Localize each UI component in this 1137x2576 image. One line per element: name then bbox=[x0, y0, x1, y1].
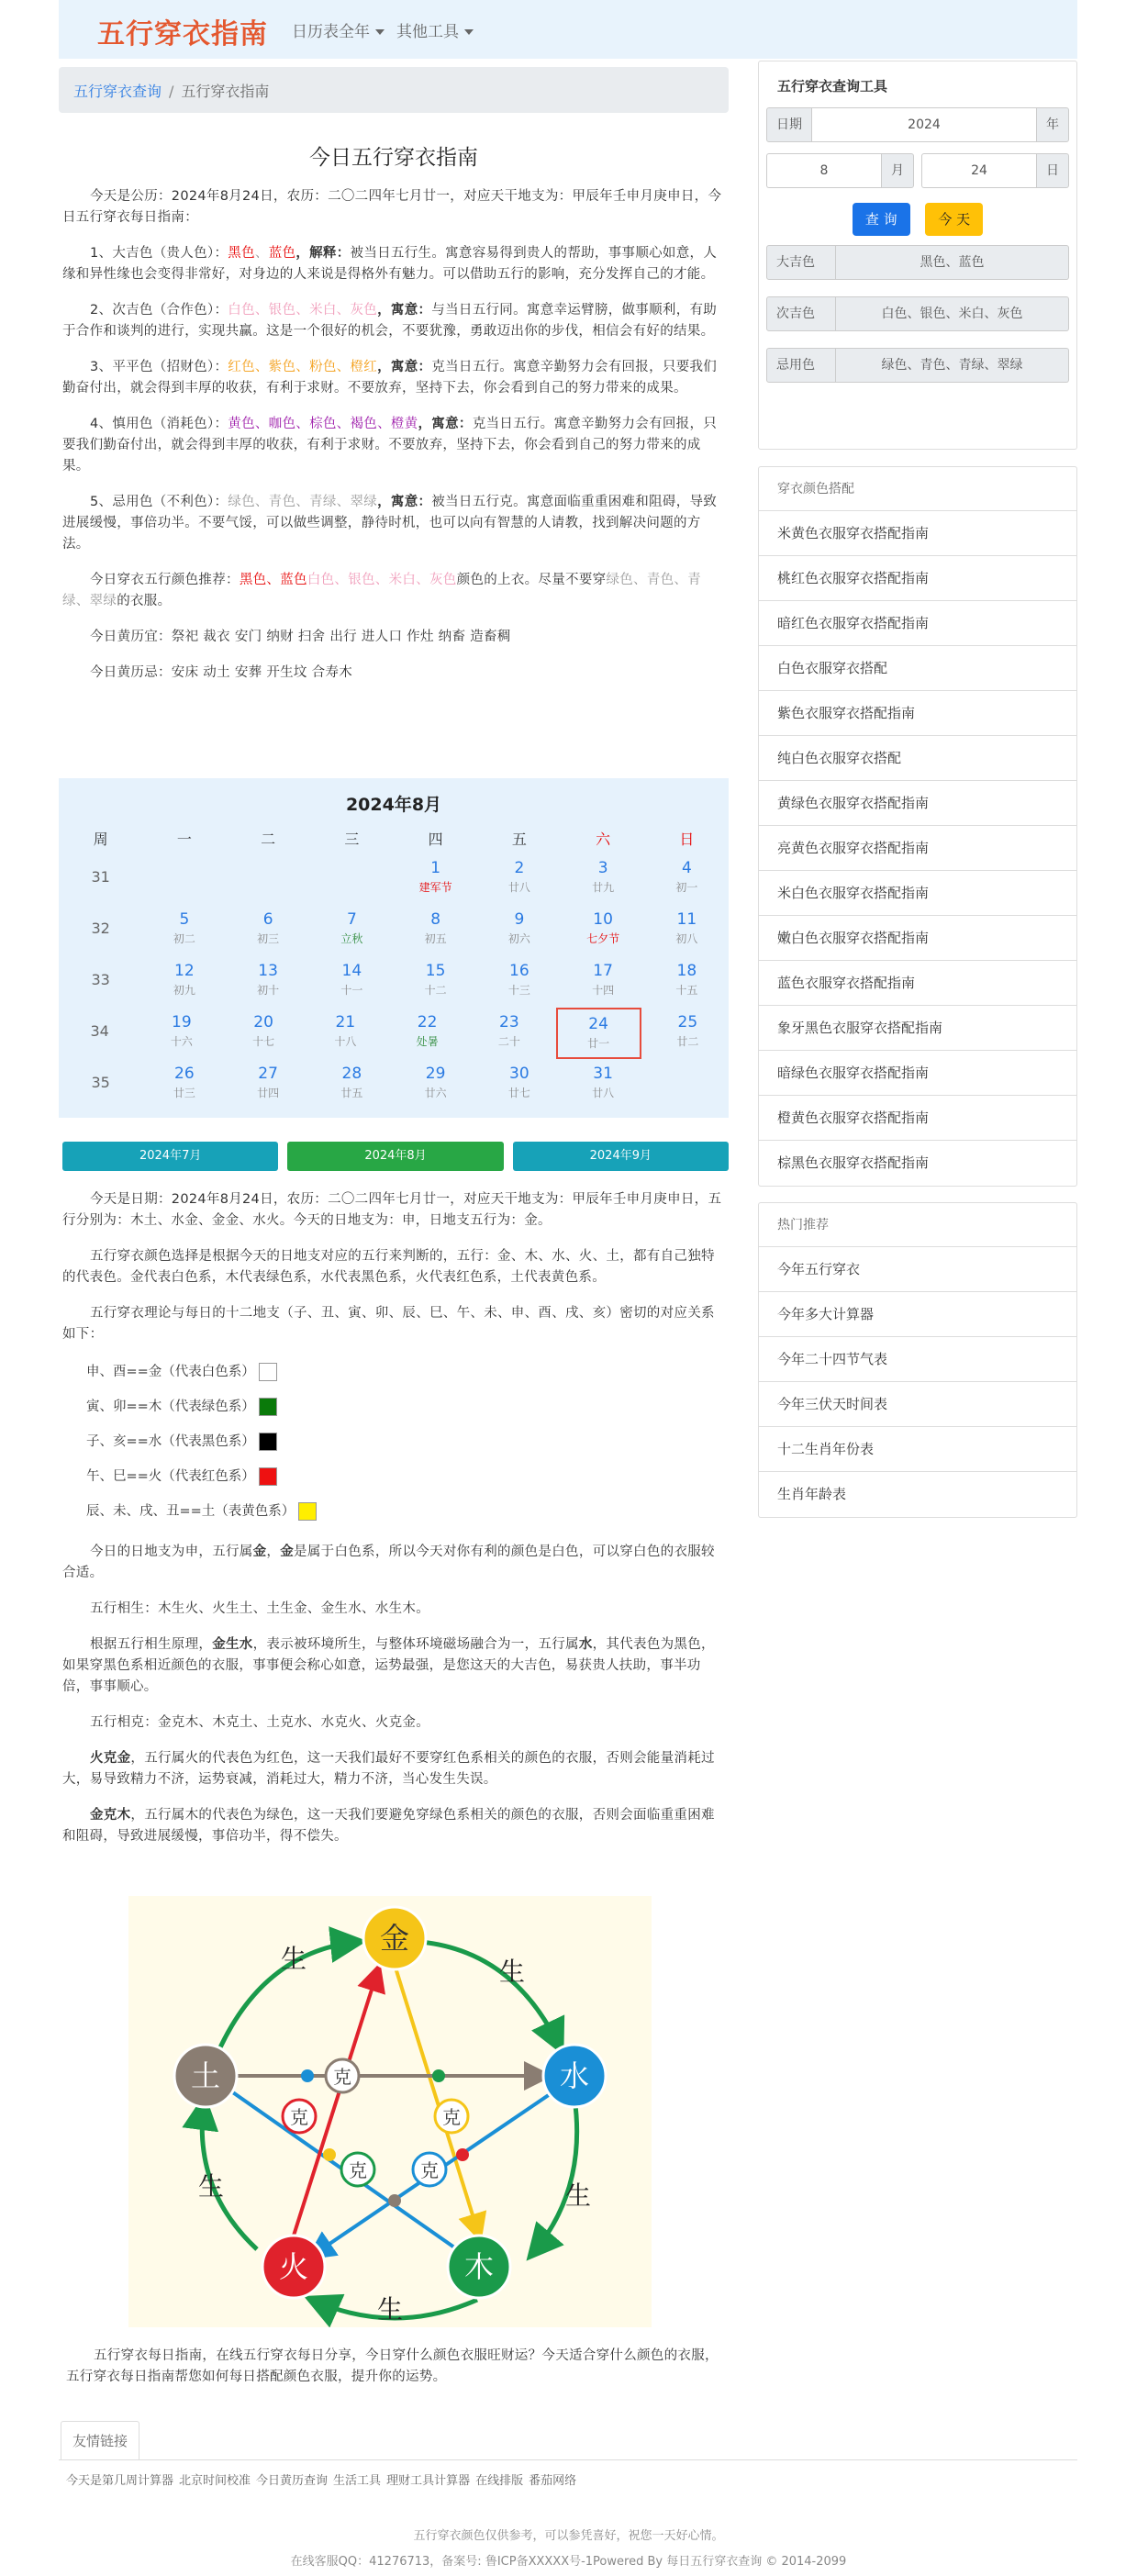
lunar-date: 廿九 bbox=[592, 881, 615, 894]
color-item-3 bbox=[62, 357, 725, 399]
day-number: 3 bbox=[597, 859, 608, 877]
tool-buttons bbox=[759, 199, 1076, 245]
calendar-week-row bbox=[59, 853, 729, 905]
p9-bold: 金克木 bbox=[90, 1808, 131, 1823]
lunar-date: 十二 bbox=[424, 984, 447, 997]
calendar-empty-cell bbox=[227, 853, 310, 905]
calendar-day-24[interactable] bbox=[556, 1008, 641, 1059]
color-list-link[interactable]: 纯白色衣服穿衣搭配 bbox=[759, 736, 1076, 781]
calendar-day-2[interactable] bbox=[477, 853, 561, 905]
calendar-week-row bbox=[59, 905, 729, 956]
detail-p5: 五行相生：木生火、火生土、土生金、金生水、水生木。 bbox=[90, 1601, 429, 1616]
calendar-grid bbox=[59, 826, 729, 1110]
ke-badge-5-label: 克 bbox=[420, 2159, 439, 2181]
five-elements-diagram bbox=[128, 1896, 652, 2327]
recommend-bad: 绿色、青色、青绿、翠绿 bbox=[62, 573, 702, 608]
ke-badge-1-label: 克 bbox=[333, 2066, 351, 2088]
color-list-link[interactable]: 黄绿色衣服穿衣搭配指南 bbox=[759, 781, 1076, 826]
hot-list-link[interactable]: 今年二十四节气表 bbox=[759, 1337, 1076, 1382]
calendar-day-6[interactable] bbox=[227, 905, 310, 956]
article-intro: 今天是公历：2024年8月24日，农历：二〇二四年七月廿一，对应天干地支为：甲辰年壬申月庚申日，今日五行穿衣每日指南： bbox=[62, 189, 722, 225]
color-swatch bbox=[259, 1467, 277, 1486]
result-label: 忌用色 bbox=[766, 348, 836, 383]
color-list-link[interactable]: 紫色衣服穿衣搭配指南 bbox=[759, 691, 1076, 736]
item-colors: 黄色、咖色、棕色、褐色、橙黄 bbox=[228, 417, 418, 431]
lunar-date: 初三 bbox=[257, 932, 280, 945]
weekday-label: 周 bbox=[93, 831, 108, 848]
result-label: 大吉色 bbox=[766, 245, 836, 280]
almanac-yi: 今日黄历宜：祭祀 裁衣 安门 纳财 扫舍 出行 进人口 作灶 纳畜 造畜稠 bbox=[90, 630, 511, 644]
calendar-week-row bbox=[59, 1008, 729, 1059]
ke-badge-3-label: 克 bbox=[442, 2106, 461, 2128]
detail-p1: 今天是日期：2024年8月24日，农历：二〇二四年七月廿一，对应天干地支为：甲辰年壬申月庚申日，五行分别为：木土、水金、金金、水火。今天的日地支为：申，日地支五行为：金。 bbox=[62, 1192, 722, 1228]
detail-p2: 五行穿衣颜色选择是根据今天的日地支对应的五行来判断的，五行：金、木、水、火、土，都有自己独特的代表色。金代表白色系，木代表绿色系，水代表黑色系，火代表红色系，土代表黄色系。 bbox=[62, 1249, 715, 1285]
recommend-end: 的衣服。 bbox=[117, 594, 172, 608]
item-prefix: 1、大吉色（贵人色）： bbox=[90, 246, 229, 261]
calendar-day-3[interactable] bbox=[562, 853, 645, 905]
footer-copyright: 在线客服QQ：41276713，备案号: 鲁ICP备XXXXX号-1Powered By 每日五行穿衣查询 © 2014-2099 bbox=[290, 2555, 847, 2569]
lunar-date: 廿四 bbox=[257, 1087, 280, 1099]
color-item-1 bbox=[62, 243, 725, 285]
calendar-day-18[interactable] bbox=[645, 956, 729, 1008]
item-note-label: ，解释： bbox=[295, 246, 351, 261]
item-note: 与当日五行同。寓意幸运臂膀，做事顺利，有助于合作和谈判的进行，实现共赢。这是一个很好的机会，不要犹豫，勇敢迈出你的步伐，相信会有好的结果。 bbox=[62, 303, 718, 339]
site-logo[interactable]: 五行穿衣指南 bbox=[97, 18, 268, 50]
hot-list-link[interactable]: 今年五行穿衣 bbox=[759, 1247, 1076, 1292]
friend-link[interactable]: 理财工具计算器 bbox=[386, 2474, 471, 2488]
day-number: 22 bbox=[417, 1013, 438, 1032]
calendar-week-row bbox=[59, 956, 729, 1008]
lunar-date: 廿五 bbox=[340, 1087, 363, 1099]
calendar-day-11[interactable] bbox=[645, 905, 729, 956]
detail-p6 bbox=[62, 1634, 725, 1698]
article-detail bbox=[59, 1189, 729, 1862]
lunar-date: 十七 bbox=[252, 1035, 275, 1048]
p6-text-c: ，其代表色为黑色，如果穿黑色系相近颜色的衣服，事事便会称心如意，运势最强，是您这天的大吉色，易获贵人扶助，事半功倍，事事顺心。 bbox=[62, 1637, 715, 1694]
color-swatch bbox=[259, 1363, 277, 1381]
calendar-day-13[interactable] bbox=[227, 956, 310, 1008]
day-number: 25 bbox=[677, 1013, 698, 1032]
hot-list-link[interactable]: 生肖年龄表 bbox=[777, 1486, 847, 1502]
item-note-label: ，寓意： bbox=[377, 303, 432, 318]
p9-text: ，五行属木的代表色为绿色，这一天我们要避免穿绿色系相关的颜色的衣服，否则会面临重重困难和阻碍，导致进展缓慢，事倍功半，得不偿失。 bbox=[62, 1808, 715, 1844]
color-list-link[interactable]: 米黄色衣服穿衣搭配指南 bbox=[759, 511, 1076, 556]
sheng-label-4: 生 bbox=[376, 2294, 404, 2325]
lunar-date: 廿六 bbox=[424, 1087, 447, 1099]
sheng-arrow-jin-shui bbox=[420, 1942, 560, 2047]
item-colors: 、 bbox=[254, 246, 269, 261]
calendar-title: 2024年8月 bbox=[345, 795, 442, 815]
weekday-label: 三 bbox=[344, 831, 360, 848]
node-dot bbox=[432, 2069, 445, 2082]
recommend-good: 黑色、蓝色 bbox=[239, 573, 307, 587]
calendar-empty-cell bbox=[142, 853, 226, 905]
lunar-date: 十八 bbox=[334, 1035, 357, 1048]
color-list-link[interactable]: 嫩白色衣服穿衣搭配指南 bbox=[759, 916, 1076, 961]
lunar-date: 廿一 bbox=[587, 1037, 610, 1050]
result-value: 绿色、青色、青绿、翠绿 bbox=[836, 348, 1069, 383]
calendar-day-4[interactable] bbox=[645, 853, 729, 905]
item-note: 克当日五行。寓意辛勤努力会有回报，只要我们勤奋付出，就会得到丰厚的收获，有利于求财。不要放弃，坚持下去，你会看到自己的努力带来的成果。 bbox=[62, 417, 718, 474]
friend-links-tab[interactable]: 友情链接 bbox=[61, 2421, 139, 2459]
day-number: 31 bbox=[593, 1065, 613, 1083]
lunar-date: 立秋 bbox=[340, 932, 363, 945]
nav-tools-label: 其他工具 bbox=[396, 23, 459, 41]
almanac-ji: 今日黄历忌：安床 动土 安葬 开生坟 合寿木 bbox=[90, 665, 353, 680]
day-number: 26 bbox=[174, 1065, 195, 1083]
recommend-paragraph bbox=[62, 570, 725, 612]
week-number: 31 bbox=[91, 868, 110, 886]
weekday-label: 二 bbox=[261, 831, 276, 848]
tool-title: 五行穿衣查询工具 bbox=[777, 78, 888, 95]
weekday-label: 六 bbox=[596, 831, 611, 848]
lunar-date: 十一 bbox=[340, 984, 363, 997]
p8-bold: 火克金 bbox=[90, 1751, 131, 1766]
p4-text-b: ， bbox=[266, 1544, 281, 1559]
calendar-empty-cell bbox=[310, 853, 394, 905]
recommend-prefix: 今日穿衣五行颜色推荐： bbox=[90, 573, 240, 587]
lunar-date: 十六 bbox=[170, 1035, 193, 1048]
color-list-link[interactable]: 白色衣服穿衣搭配 bbox=[759, 646, 1076, 691]
lunar-date: 初六 bbox=[507, 932, 530, 945]
element-color-row bbox=[86, 1430, 729, 1454]
element-color-row bbox=[86, 1465, 729, 1489]
calendar-day-31[interactable] bbox=[562, 1059, 645, 1110]
lunar-date: 廿三 bbox=[173, 1087, 195, 1099]
lunar-date: 七夕节 bbox=[586, 932, 620, 945]
ke-badge-4-label: 克 bbox=[349, 2159, 367, 2181]
current-month-button[interactable]: 2024年8月 bbox=[287, 1142, 503, 1171]
p6-text-a: 根据五行相生原理， bbox=[90, 1637, 213, 1652]
day-number: 18 bbox=[676, 962, 697, 980]
weekday-label: 一 bbox=[176, 831, 192, 848]
week-number: 32 bbox=[91, 920, 110, 937]
element-color-row bbox=[86, 1360, 729, 1384]
day-number: 20 bbox=[253, 1013, 273, 1032]
calendar-day-25[interactable] bbox=[647, 1008, 729, 1059]
sheng-label-1: 生 bbox=[280, 1944, 307, 1974]
month-input[interactable]: 8 bbox=[766, 153, 881, 188]
lunar-date: 廿八 bbox=[592, 1087, 615, 1099]
calendar-day-17[interactable] bbox=[562, 956, 645, 1008]
node-dot bbox=[323, 2148, 336, 2161]
item-prefix: 2、次吉色（合作色）： bbox=[90, 303, 229, 318]
color-list-link[interactable]: 亮黄色衣服穿衣搭配指南 bbox=[759, 826, 1076, 871]
calendar-day-12[interactable] bbox=[142, 956, 226, 1008]
element-label-tu: 土 bbox=[190, 2058, 221, 2093]
month-day-row bbox=[766, 153, 1069, 188]
day-number: 15 bbox=[425, 962, 446, 980]
chevron-down-icon bbox=[375, 29, 385, 35]
color-swatch bbox=[259, 1433, 277, 1451]
day-number: 17 bbox=[593, 962, 613, 980]
detail-p8 bbox=[62, 1748, 725, 1790]
day-number: 12 bbox=[174, 962, 195, 980]
detail-p4 bbox=[62, 1542, 725, 1584]
calendar-empty-cell bbox=[645, 1059, 729, 1110]
sheng-label-3: 生 bbox=[564, 2180, 592, 2211]
lunar-date: 处暑 bbox=[416, 1035, 439, 1048]
friend-divider bbox=[59, 2459, 1077, 2460]
lunar-date: 初八 bbox=[675, 932, 698, 945]
nav-tools-dropdown[interactable] bbox=[396, 18, 474, 41]
lunar-date: 廿八 bbox=[507, 881, 530, 894]
p8-text: ，五行属火的代表色为红色，这一天我们最好不要穿红色系相关的颜色的衣服，否则会能量消耗过大，易导致精力不济，运势衰减，消耗过大，精力不济，当心发生失误。 bbox=[62, 1751, 715, 1787]
day-number: 2 bbox=[514, 859, 525, 877]
color-swatch bbox=[259, 1398, 277, 1416]
calendar-day-22[interactable] bbox=[386, 1008, 468, 1059]
result-value: 白色、银色、米白、灰色 bbox=[836, 296, 1069, 331]
nav-calendar-label: 日历表全年 bbox=[292, 23, 370, 41]
day-input[interactable]: 24 bbox=[921, 153, 1036, 188]
day-number: 10 bbox=[593, 910, 613, 929]
element-color-text: 辰、未、戌、丑==土（表黄色系） bbox=[86, 1504, 295, 1519]
calendar-day-27[interactable] bbox=[227, 1059, 310, 1110]
color-list-link[interactable]: 象牙黑色衣服穿衣搭配指南 bbox=[759, 1006, 1076, 1051]
lunar-date: 初五 bbox=[424, 932, 447, 945]
lunar-date: 十四 bbox=[592, 984, 615, 997]
item-colors: 黑色 bbox=[228, 246, 255, 261]
color-swatch bbox=[298, 1502, 317, 1521]
color-list-link[interactable]: 桃红色衣服穿衣搭配指南 bbox=[759, 556, 1076, 601]
p6-bold-b: 水 bbox=[578, 1637, 593, 1652]
calendar-day-26[interactable] bbox=[142, 1059, 226, 1110]
color-list-link[interactable]: 蓝色衣服穿衣搭配指南 bbox=[759, 961, 1076, 1006]
calendar-day-20[interactable] bbox=[223, 1008, 305, 1059]
element-color-row bbox=[86, 1500, 729, 1523]
calendar-day-8[interactable] bbox=[394, 905, 477, 956]
closing-paragraph: 五行穿衣每日指南，在线五行穿衣每日分享，今日穿什么颜色衣服旺财运？今天适合穿什么颜色的衣服，五行穿衣每日指南帮您如何每日搭配颜色衣服，提升你的运势。 bbox=[66, 2348, 719, 2384]
node-dot bbox=[301, 2069, 314, 2082]
day-number: 6 bbox=[262, 910, 273, 929]
day-number: 28 bbox=[341, 1065, 362, 1083]
week-number: 33 bbox=[91, 971, 110, 988]
day-number: 14 bbox=[341, 962, 362, 980]
calendar-day-19[interactable] bbox=[140, 1008, 222, 1059]
top-navbar bbox=[59, 0, 1077, 59]
item-prefix: 5、忌用色（不利色）： bbox=[90, 495, 229, 509]
day-number: 16 bbox=[509, 962, 529, 980]
lunar-date: 建军节 bbox=[418, 881, 452, 894]
date-label: 日期 bbox=[766, 107, 812, 142]
day-number: 19 bbox=[172, 1013, 192, 1032]
item-colors: 白色、银色、米白、灰色 bbox=[228, 303, 378, 318]
page-title: 今日五行穿衣指南 bbox=[309, 146, 478, 170]
detail-p9 bbox=[62, 1805, 725, 1847]
friend-link[interactable]: 生活工具 bbox=[333, 2474, 382, 2488]
weekday-label: 四 bbox=[428, 831, 443, 848]
node-dot bbox=[456, 2148, 469, 2161]
calendar-day-9[interactable] bbox=[477, 905, 561, 956]
friend-link[interactable]: 番茄网络 bbox=[529, 2474, 577, 2488]
item-note-label: ，寓意： bbox=[377, 360, 432, 374]
element-color-row bbox=[86, 1395, 729, 1419]
breadcrumb-current: 五行穿衣指南 bbox=[181, 83, 270, 100]
detail-p3: 五行穿衣理论与每日的十二地支（子、丑、寅、卯、辰、巳、午、未、申、酉、戌、亥）密切的对应关系如下： bbox=[62, 1306, 715, 1342]
five-elements-svg bbox=[128, 1896, 652, 2327]
p6-text-b: ，表示被环境所生，与整体环境磁场融合为一，五行属 bbox=[252, 1637, 579, 1652]
day-number: 8 bbox=[430, 910, 441, 929]
day-number: 13 bbox=[258, 962, 278, 980]
calendar-day-14[interactable] bbox=[310, 956, 394, 1008]
color-list-title: 穿衣颜色搭配 bbox=[759, 467, 1076, 511]
calendar-weekday-header bbox=[59, 826, 729, 853]
item-note: 被当日五行生。寓意容易得到贵人的帮助，事事顺心如意，人缘和异性缘也会变得非常好，对身边的人来说是得格外有魅力。可以借助五行的影响，充分发挥自己的才能。 bbox=[62, 246, 718, 282]
day-number: 7 bbox=[346, 910, 357, 929]
calendar-day-10[interactable] bbox=[562, 905, 645, 956]
element-color-text: 子、亥==水（代表黑色系） bbox=[86, 1434, 255, 1449]
color-item-2 bbox=[62, 300, 725, 342]
lunar-date: 十三 bbox=[507, 984, 530, 997]
calendar-day-15[interactable] bbox=[394, 956, 477, 1008]
element-label-huo: 火 bbox=[278, 2249, 309, 2284]
friend-link[interactable]: 北京时间校准 bbox=[179, 2474, 251, 2488]
day-number: 4 bbox=[681, 859, 692, 877]
lunar-date: 初一 bbox=[675, 881, 698, 894]
calendar-day-16[interactable] bbox=[477, 956, 561, 1008]
day-number: 11 bbox=[676, 910, 697, 929]
day-number: 29 bbox=[425, 1065, 446, 1083]
item-prefix: 4、慎用色（消耗色）： bbox=[90, 417, 229, 431]
day-number: 1 bbox=[430, 859, 441, 877]
lunar-date: 初九 bbox=[173, 984, 195, 997]
lunar-date: 廿七 bbox=[507, 1087, 530, 1099]
detail-p7: 五行相克：金克木、木克土、土克水、水克火、火克金。 bbox=[90, 1715, 429, 1730]
hot-recommend-list bbox=[758, 1202, 1077, 1518]
next-month-button[interactable]: 2024年9月 bbox=[513, 1142, 729, 1171]
element-color-text: 寅、卯==木（代表绿色系） bbox=[86, 1400, 255, 1414]
calendar-day-28[interactable] bbox=[310, 1059, 394, 1110]
ke-badge-2-label: 克 bbox=[290, 2106, 308, 2128]
nav-calendar-dropdown[interactable] bbox=[292, 18, 385, 41]
day-number: 27 bbox=[258, 1065, 278, 1083]
lunar-date: 二十 bbox=[497, 1035, 520, 1048]
item-note-label: ，寓意： bbox=[418, 417, 473, 431]
day-number: 24 bbox=[588, 1015, 608, 1033]
chevron-down-icon bbox=[464, 29, 474, 35]
breadcrumb-home-link[interactable]: 五行穿衣查询 bbox=[73, 83, 162, 100]
year-input[interactable]: 2024 bbox=[812, 107, 1036, 142]
node-dot bbox=[388, 2194, 401, 2207]
element-color-text: 午、巳==火（代表红色系） bbox=[86, 1469, 255, 1484]
color-item-4 bbox=[62, 414, 725, 477]
article-main bbox=[59, 113, 729, 698]
calendar-day-30[interactable] bbox=[477, 1059, 561, 1110]
day-number: 30 bbox=[509, 1065, 529, 1083]
calendar-day-23[interactable] bbox=[468, 1008, 550, 1059]
color-match-list bbox=[758, 466, 1077, 1187]
calendar-day-1[interactable] bbox=[394, 853, 477, 905]
calendar-week-row bbox=[59, 1059, 729, 1110]
month-calendar bbox=[59, 778, 729, 1118]
result-row bbox=[766, 245, 1069, 280]
p4-bold-a: 金 bbox=[252, 1544, 267, 1559]
query-button[interactable]: 查 询 bbox=[853, 203, 910, 236]
result-row bbox=[766, 296, 1069, 331]
color-list-link[interactable]: 暗绿色衣服穿衣搭配指南 bbox=[759, 1051, 1076, 1096]
item-colors: 红色、紫色、粉色、橙红 bbox=[228, 360, 378, 374]
day-unit: 日 bbox=[1036, 153, 1069, 188]
color-list-link[interactable]: 暗红色衣服穿衣搭配指南 bbox=[759, 601, 1076, 646]
color-item-5 bbox=[62, 492, 725, 555]
result-value: 黑色、蓝色 bbox=[836, 245, 1069, 280]
day-number: 23 bbox=[499, 1013, 519, 1032]
calendar-day-5[interactable] bbox=[142, 905, 226, 956]
element-color-text: 申、酉==金（代表白色系） bbox=[86, 1365, 255, 1379]
item-note-label: ，寓意： bbox=[377, 495, 432, 509]
sheng-arrow-shui-mu bbox=[532, 2098, 577, 2254]
color-list-link[interactable]: 米白色衣服穿衣搭配指南 bbox=[759, 871, 1076, 916]
p4-text-a: 今日的日地支为申，五行属 bbox=[90, 1544, 253, 1559]
week-number: 35 bbox=[91, 1074, 110, 1091]
footer-note: 五行穿衣颜色仅供参考，可以参凭喜好，祝您一天好心情。 bbox=[413, 2529, 724, 2543]
breadcrumb-separator: / bbox=[169, 83, 174, 100]
lunar-date: 十五 bbox=[675, 984, 698, 997]
calendar-day-21[interactable] bbox=[305, 1008, 386, 1059]
lunar-date: 廿二 bbox=[676, 1035, 699, 1048]
query-tool-panel bbox=[758, 61, 1077, 450]
result-row bbox=[766, 348, 1069, 383]
item-prefix: 3、平平色（招财色）： bbox=[90, 360, 229, 374]
calendar-day-29[interactable] bbox=[394, 1059, 477, 1110]
result-label: 次吉色 bbox=[766, 296, 836, 331]
ke-line-jin-mu bbox=[395, 1965, 479, 2236]
month-unit: 月 bbox=[881, 153, 914, 188]
calendar-day-7[interactable] bbox=[310, 905, 394, 956]
lunar-date: 初十 bbox=[257, 984, 280, 997]
day-number: 9 bbox=[514, 910, 525, 929]
hot-list-link[interactable]: 十二生肖年份表 bbox=[759, 1427, 1076, 1472]
weekday-label: 五 bbox=[511, 831, 527, 848]
element-label-mu: 木 bbox=[463, 2249, 495, 2284]
hot-list-link[interactable]: 今年多大计算器 bbox=[759, 1292, 1076, 1337]
sheng-label-2: 生 bbox=[498, 1957, 526, 1987]
lunar-date: 初二 bbox=[173, 932, 195, 945]
element-label-shui: 水 bbox=[559, 2058, 590, 2093]
item-note: 被当日五行克。寓意面临重重困难和阻碍，导致进展缓慢，事倍功半。不要气馁，可以做些调整，静待时机，也可以向有智慧的人请教，找到解决问题的方法。 bbox=[62, 495, 718, 552]
recommend-ok: 白色、银色、米白、灰色 bbox=[307, 573, 457, 587]
hot-list-link[interactable]: 今年三伏天时间表 bbox=[759, 1382, 1076, 1427]
prev-month-button[interactable]: 2024年7月 bbox=[62, 1142, 278, 1171]
recommend-mid: 颜色的上衣。尽量不要穿 bbox=[456, 573, 607, 587]
friend-link[interactable]: 在线排版 bbox=[475, 2474, 524, 2488]
item-colors: 蓝色 bbox=[268, 246, 296, 261]
friend-link[interactable]: 今日黄历查询 bbox=[256, 2474, 329, 2488]
color-list-link[interactable]: 棕黑色衣服穿衣搭配指南 bbox=[777, 1154, 930, 1171]
day-number: 21 bbox=[335, 1013, 356, 1032]
element-label-jin: 金 bbox=[379, 1921, 410, 1956]
friend-link[interactable]: 今天是第几周计算器 bbox=[66, 2474, 174, 2488]
today-button[interactable]: 今 天 bbox=[925, 203, 983, 236]
p4-text-c: 是属于白色系，所以今天对你有利的颜色是白色，可以穿白色的衣服较合适。 bbox=[62, 1544, 715, 1580]
p6-bold-a: 金生水 bbox=[212, 1637, 253, 1652]
weekday-label: 日 bbox=[679, 831, 695, 848]
item-note: 克当日五行。寓意辛勤努力会有回报，只要我们勤奋付出，就会得到丰厚的收获，有利于求财。不要放弃，坚持下去，你会看到自己的努力带来的成果。 bbox=[62, 360, 718, 396]
week-number: 34 bbox=[90, 1022, 109, 1040]
month-nav bbox=[62, 1142, 729, 1171]
item-colors: 绿色、青色、青绿、翠绿 bbox=[228, 495, 378, 509]
year-row bbox=[766, 107, 1069, 142]
p4-bold-b: 金 bbox=[280, 1544, 295, 1559]
color-list-link[interactable]: 橙黄色衣服穿衣搭配指南 bbox=[759, 1096, 1076, 1141]
sheng-label-5: 生 bbox=[197, 2171, 225, 2202]
friend-links bbox=[66, 2470, 582, 2488]
breadcrumb bbox=[59, 67, 729, 113]
year-unit: 年 bbox=[1036, 107, 1069, 142]
hot-list-title: 热门推荐 bbox=[759, 1203, 1076, 1247]
day-number: 5 bbox=[179, 910, 190, 929]
